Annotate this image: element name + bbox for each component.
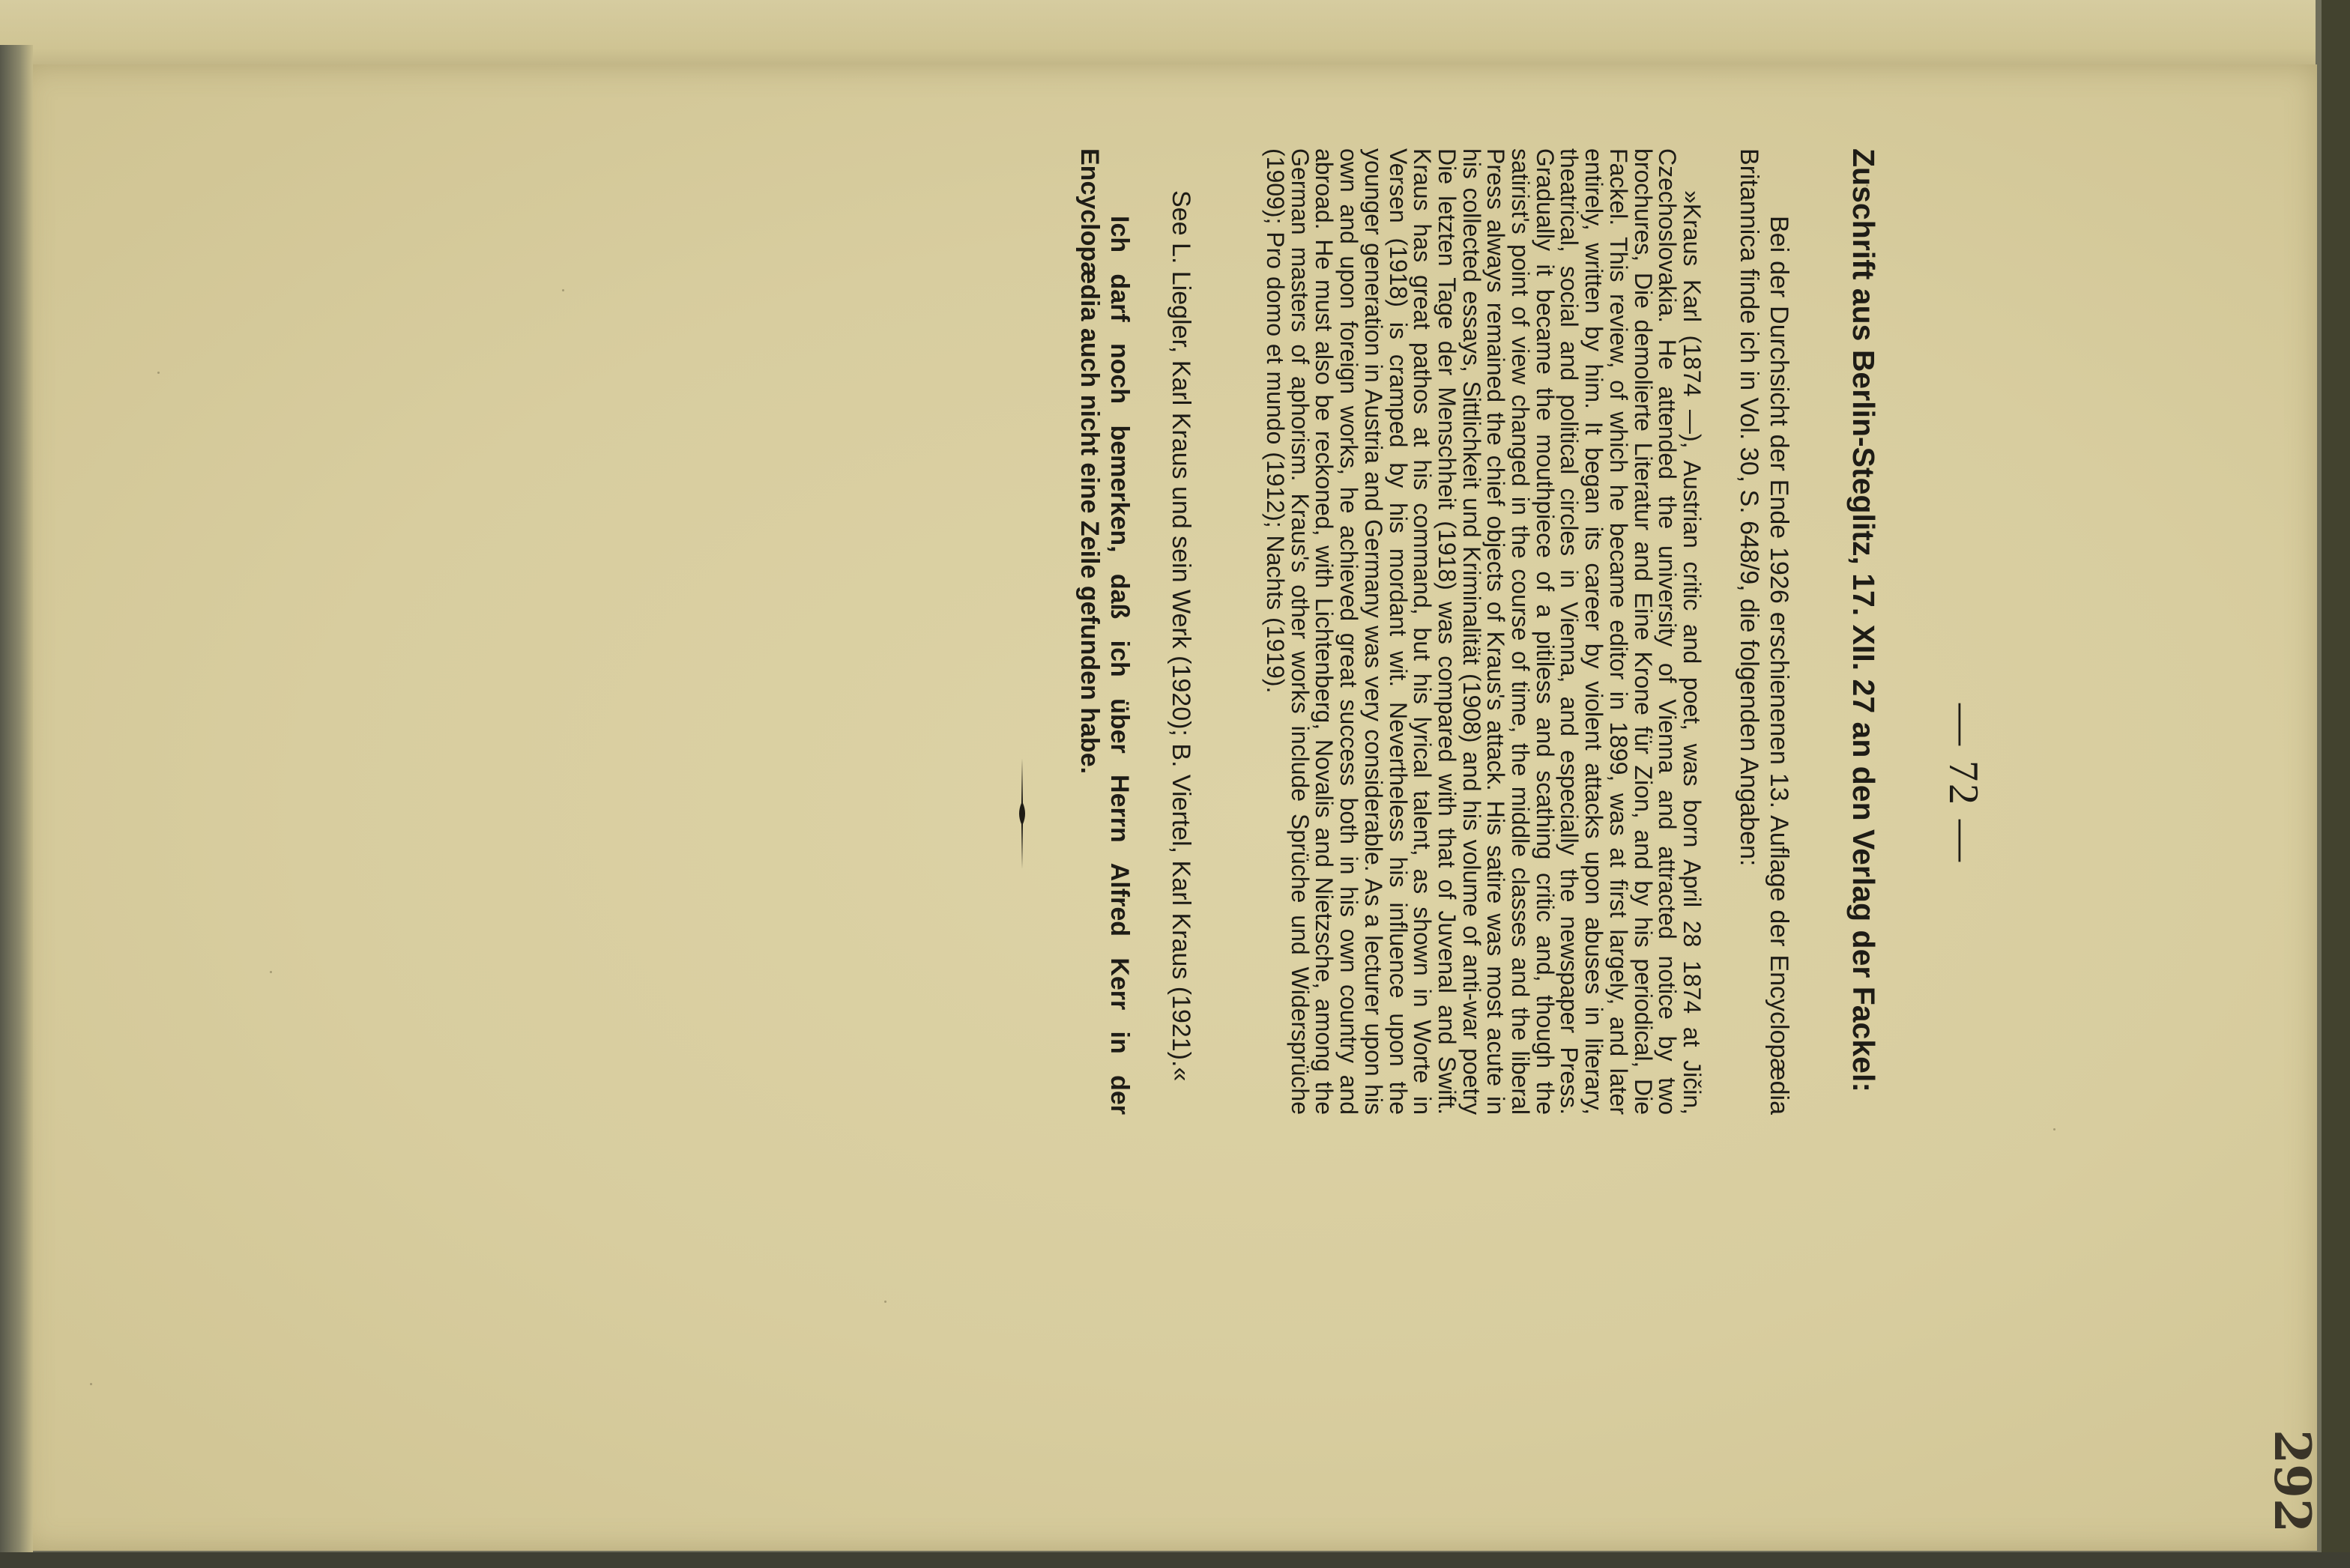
scanner-edge-right [2322, 0, 2350, 1568]
letter-heading: Zuschrift aus Berlin-Steglitz, 17. XII. 27 an den Verlag der Fackel: [1846, 148, 1881, 1093]
encyclopaedia-quote: »Kraus Karl (1874 —), Austrian critic and poet, was born April 28 1874 at Jičin, Czechoslovakia. He attended the university of Vienna and attracted notice by two brochures, Die demolierte Literatur and Eine Krone für Zion, and by his periodical, Die Fackel. This review, of which he became editor in 1899, was at first largely, and later entirely, written by him. It began its career by violent attacks upon abuses in literary, theatrical, social and political circles in Vienna, and especially the newspaper Press. Gradually it became the mouthpiece of a pitiless and scathing critic and, though the satirist's point of view changed in the course of time, the middle classes and the liberal Press always remained the chief objects of Kraus's attack. His satire was most acute in his collected essays, Sittlichkeit und Kriminalität (1908) and his volume of anti-war poetry Die letzten Tage der Menschheit (1918) was compared with that of Juvenal and Swift. Kraus has great pathos at his command, but his lyrical talent, as shown in Worte in Versen (1918) is cramped by his mordant wit. Nevertheless his influence upon the younger generation in Austria and Germany was very considerable. As a lecturer upon his own and upon foreign works, he achieved great success both in his own country and abroad. He must also be reckoned, with Lichtenberg, Novalis and Nietzsche, among the German masters of aphorism. Kraus's other works include Sprüche und Widersprüche (1909); Pro domo et mundo (1912); Nachts (1919). [1262, 148, 1706, 1115]
see-also-references: See L. Liegler, Karl Kraus und sein Werk (1920); B. Viertel, Karl Kraus (1921).« [1167, 190, 1195, 1082]
letter-closing-remark: Ich darf noch bemerken, daß ich über Herrn Alfred Kerr in der Encyclopædia auch nicht eine Zeile gefunden habe. [1075, 148, 1134, 1115]
page-number: — 72 — [1940, 703, 1987, 864]
page-gutter [0, 45, 33, 1558]
rotated-text-block [892, 109, 2016, 1458]
handwritten-folio-number: 292 [2262, 1429, 2322, 1533]
scanner-edge-bottom [0, 1552, 2350, 1568]
previous-page-edge [0, 0, 2316, 71]
letter-intro: Bei der Durchsicht der Ende 1926 erschienenen 13. Auflage der Encyclopædia Britannica finde ich in Vol. 30, S. 648/9, die folgenden Angaben: [1735, 148, 1793, 1115]
section-divider [1016, 758, 1028, 869]
